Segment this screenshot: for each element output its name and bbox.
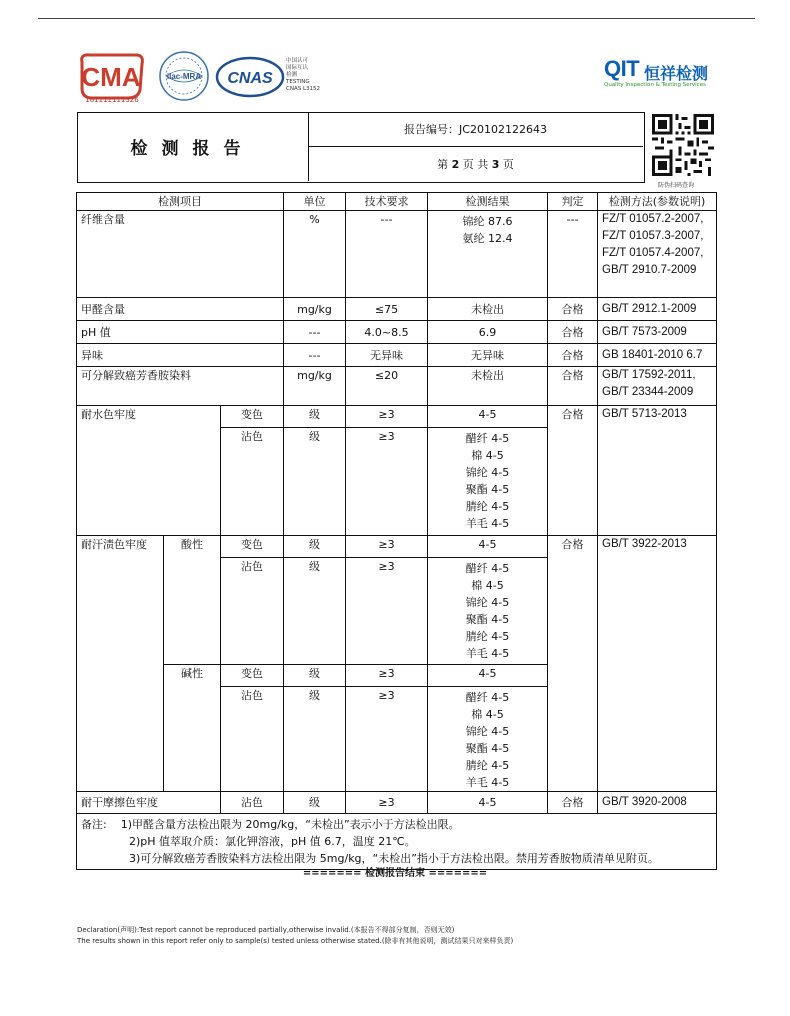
table-row: 沾色 级 ≥3 醋纤 4-5 棉 4-5 锦纶 4-5 聚酯 4-5 腈纶 4-5 羊毛 4-5 bbox=[77, 687, 717, 792]
results-table bbox=[76, 192, 717, 870]
header-judgement: 判定 bbox=[548, 193, 598, 211]
header-result: 检测结果 bbox=[428, 193, 548, 211]
declaration bbox=[77, 925, 513, 947]
cma-logo-text: CMA bbox=[81, 62, 141, 92]
page-current: 2 bbox=[451, 157, 460, 171]
header-method: 检测方法(参数说明) bbox=[598, 193, 717, 211]
header-item: 检测项目 bbox=[77, 193, 284, 211]
cma-number: 161111111326 bbox=[85, 96, 139, 104]
table-row: 甲醛含量 mg/kg ≤75 未检出 合格 GB/T 2912.1-2009 bbox=[77, 298, 717, 321]
qit-subtitle: Quality Inspection & Testing Services bbox=[604, 82, 706, 88]
table-row: 碱性 变色 级 ≥3 4-5 bbox=[77, 665, 717, 687]
table-row: pH 值 --- 4.0~8.5 6.9 合格 GB/T 7573-2009 bbox=[77, 321, 717, 344]
note-line: 1)甲醛含量方法检出限为 20mg/kg，“未检出”表示小于方法检出限。 bbox=[120, 818, 460, 831]
top-rule bbox=[38, 18, 755, 19]
cnas-caption: 中国认可 国际互认 检测 TESTING CNAS L3152 bbox=[286, 58, 321, 92]
report-title: 检测报告 bbox=[77, 112, 309, 181]
notes-row bbox=[77, 814, 717, 870]
report-end-marker: ======= 检测报告结束 ======= bbox=[302, 868, 488, 879]
ilac-mra-logo bbox=[158, 50, 210, 102]
qr-caption: 防伪扫码查询 bbox=[658, 182, 695, 189]
table-row: 异味 --- 无异味 无异味 合格 GB 18401-2010 6.7 bbox=[77, 344, 717, 367]
cnas-logo bbox=[215, 55, 285, 99]
page-indicator: 第 2 页 共 3 页 bbox=[437, 157, 514, 171]
header-requirement: 技术要求 bbox=[346, 193, 428, 211]
note-line: 2)pH 值萃取介质：氯化钾溶液，pH 值 6.7，温度 21℃。 bbox=[129, 835, 416, 848]
notes-label: 备注: bbox=[81, 818, 107, 831]
page-total: 3 bbox=[491, 157, 500, 171]
declaration-line: Declaration(声明):Test report cannot be reproduced partially,otherwise invalid.(本报告不得部分复制，否则无效) bbox=[77, 926, 455, 934]
cma-logo bbox=[76, 52, 146, 102]
qit-logo: QIT bbox=[604, 56, 640, 81]
header-unit: 单位 bbox=[284, 193, 346, 211]
table-row: 沾色 级 ≥3 醋纤 4-5 棉 4-5 锦纶 4-5 聚酯 4-5 腈纶 4-5 羊毛 4-5 bbox=[77, 428, 717, 536]
declaration-line: The results shown in this report refer only to sample(s) tested unless otherwise stated.(除非有其他说明，测试结果只对来样负责) bbox=[77, 937, 514, 945]
report-number: 报告编号：JC20102122643 bbox=[308, 112, 643, 147]
table-row: 耐干摩擦色牢度 沾色 级 ≥3 4-5 合格 GB/T 3920-2008 bbox=[77, 792, 717, 814]
note-line: 3)可分解致癌芳香胺染料方法检出限为 5mg/kg，“未检出”指小于方法检出限。禁用芳香胺物质清单见附页。 bbox=[129, 852, 659, 865]
table-row: 耐汗渍色牢度 酸性 变色 级 ≥3 4-5 合格 GB/T 3922-2013 bbox=[77, 536, 717, 558]
table-row: 可分解致癌芳香胺染料 mg/kg ≤20 未检出 合格 GB/T 17592-2011, GB/T 23344-2009 bbox=[77, 367, 717, 406]
table-row: 耐水色牢度 变色 级 ≥3 4-5 合格 GB/T 5713-2013 bbox=[77, 406, 717, 428]
table-header-row bbox=[77, 193, 717, 211]
qit-company-name: 恒祥检测 bbox=[644, 64, 709, 83]
ilac-logo-text: ilac-MRA bbox=[166, 72, 202, 81]
cnas-logo-text: CNAS bbox=[227, 70, 273, 87]
table-row: 沾色 级 ≥3 醋纤 4-5 棉 4-5 锦纶 4-5 聚酯 4-5 腈纶 4-5 羊毛 4-5 bbox=[77, 558, 717, 665]
qr-code[interactable] bbox=[652, 114, 714, 176]
table-row: 纤维含量 % --- 锦纶 87.6 氨纶 12.4 --- FZ/T 01057.2-2007, FZ/T 01057.3-2007, FZ/T 01057.4-2007, GB/T 2910.7-2009 bbox=[77, 211, 717, 298]
